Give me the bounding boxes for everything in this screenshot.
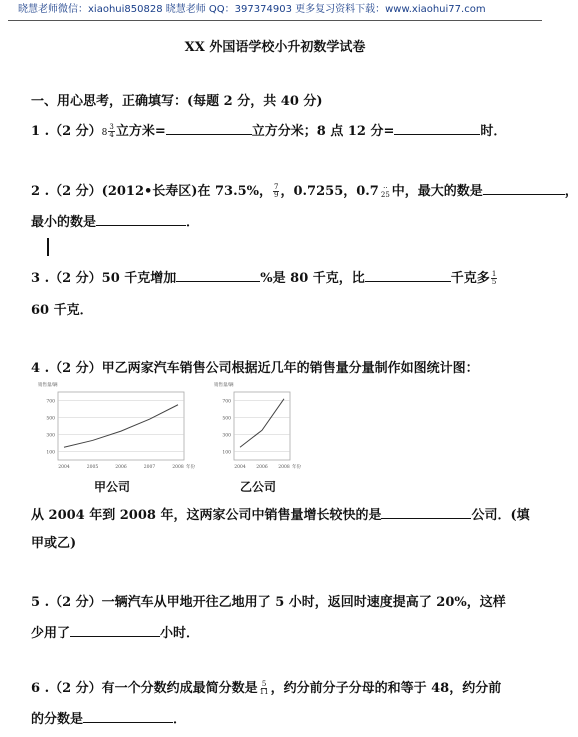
- q4-text-a: 从 2004 年到 2008 年，这两家公司中销售量增长较快的是: [31, 508, 382, 523]
- text-cursor: [47, 238, 49, 256]
- question-4-followup-2: 甲或乙): [31, 536, 77, 551]
- q1-fraction: $\frac{3}{4}$: [109, 123, 114, 139]
- chart-0-xtick: 2007: [143, 465, 156, 470]
- chart-1-ylabel: 销售量/辆: [214, 383, 234, 388]
- chart-1-series-line: [240, 399, 284, 447]
- q5-blank[interactable]: [70, 624, 160, 637]
- chart-1-ytick: 700: [222, 399, 231, 405]
- chart-0-ytick: 100: [46, 450, 55, 456]
- q6-blank[interactable]: [83, 710, 173, 723]
- q2-text-f: ．: [186, 215, 200, 230]
- q3-blank-2[interactable]: [365, 269, 451, 282]
- chart-0-caption: 甲公司: [94, 480, 131, 494]
- question-4: 4 .（2 分）甲乙两家汽车销售公司根据近几年的销售量分量制作如图统计图：: [31, 361, 479, 376]
- q1-text-2: 立方分米；8 点 12 分=: [251, 124, 395, 139]
- q6-text-b: ，约分前分子分母的和等于 48，约分前: [270, 681, 502, 696]
- chart-0-ytick: 300: [46, 433, 55, 439]
- chart-0-ytick: 700: [46, 399, 55, 405]
- chart-1-ytick: 500: [222, 416, 231, 422]
- q4-blank[interactable]: [381, 506, 471, 519]
- chart-0-series-line: [64, 405, 178, 448]
- q2-text-e: 最小的数是: [31, 215, 97, 230]
- section-heading: 一、用心思考，正确填写：(每题 2 分，共 40 分): [31, 94, 323, 109]
- question-3-line-2: 60 千克．: [31, 303, 93, 318]
- q2-text-c: 中，最大的数是: [391, 184, 483, 199]
- question-5-line-1: 5 .（2 分）一辆汽车从甲地开往乙地用了 5 小时，返回时速度提高了 20%，这样: [31, 595, 506, 610]
- q2-text-a: 2 .（2 分）(2012•长寿区)在 73.5%，: [31, 184, 273, 199]
- chart-0-ytick: 500: [46, 416, 55, 422]
- q3-fraction: $\frac{1}{5}$: [491, 270, 497, 286]
- chart-0-xtick: 2004: [58, 465, 70, 470]
- q3-blank-1[interactable]: [176, 269, 260, 282]
- q3-text-b: %是 80 千克，比: [260, 271, 365, 286]
- question-1: [31, 120, 506, 139]
- q1-blank-1[interactable]: [166, 122, 252, 135]
- chart-0-xlabel: 年份: [186, 465, 195, 470]
- q5-text-a: 少用了: [31, 626, 71, 641]
- chart-1-xlabel: 年份: [292, 465, 301, 470]
- q5-text-b: 小时．: [160, 626, 200, 641]
- chart-0-xtick: 2005: [86, 465, 99, 470]
- q1-blank-2[interactable]: [394, 122, 480, 135]
- chart-company-jia: [34, 378, 194, 478]
- q2-blank-2[interactable]: [96, 213, 186, 226]
- question-4-followup-1: [31, 504, 530, 523]
- q4-text-b: 公司．(填: [471, 508, 530, 523]
- chart-0-svg: [34, 378, 194, 478]
- q2-text-d: ，: [564, 184, 578, 199]
- watermark-header: 晓慧老师微信：xiaohui850828 晓慧老师 QQ：397374903 更多复习资料下载：www.xiaohui77.com: [18, 4, 486, 15]
- question-5-line-2: [31, 622, 199, 641]
- chart-1-xtick: 2006: [256, 465, 268, 470]
- header-divider: [8, 20, 542, 21]
- q3-text-a: 3 .（2 分）50 千克增加: [31, 271, 177, 286]
- q2-text-b: ，0.7255，0.7: [280, 184, 379, 199]
- q2-blank-1[interactable]: [483, 182, 565, 195]
- q6-text-a: 6 .（2 分）有一个分数约成最简分数是: [31, 681, 258, 696]
- q1-end: 时．: [480, 124, 507, 139]
- question-6-line-1: [31, 677, 501, 696]
- q1-text: 立方米=: [115, 124, 166, 139]
- page-title: XX 外国语学校小升初数学试卷: [184, 40, 366, 55]
- q1-prefix: 1 .（2 分）: [31, 124, 102, 139]
- chart-company-yi: [210, 378, 300, 478]
- chart-1-ytick: 100: [222, 450, 231, 456]
- chart-1-xtick: 2004: [234, 465, 246, 470]
- q1-whole: 8: [101, 128, 108, 138]
- question-2-line-2: [31, 211, 199, 230]
- question-2-line-1: [31, 180, 578, 199]
- question-3-line-1: [31, 267, 498, 286]
- chart-0-xtick: 2006: [115, 465, 127, 470]
- chart-1-svg: [210, 378, 300, 478]
- chart-1-caption: 乙公司: [240, 480, 277, 494]
- q6-text-d: ．: [173, 712, 187, 727]
- q2-repeating-digits: ·· 25: [380, 183, 390, 199]
- question-6-line-2: [31, 708, 186, 727]
- q2-fraction-1: $\frac{7}{9}$: [274, 183, 279, 199]
- q6-fraction: $\frac{5}{11}$: [259, 680, 269, 696]
- chart-1-xtick: 2008: [278, 465, 290, 470]
- q3-text-c: 千克多: [450, 271, 490, 286]
- chart-0-frame: [58, 392, 184, 460]
- q6-text-c: 的分数是: [31, 712, 84, 727]
- chart-1-ytick: 300: [222, 433, 231, 439]
- chart-0-xtick: 2008: [172, 465, 184, 470]
- chart-0-ylabel: 销售量/辆: [38, 383, 58, 388]
